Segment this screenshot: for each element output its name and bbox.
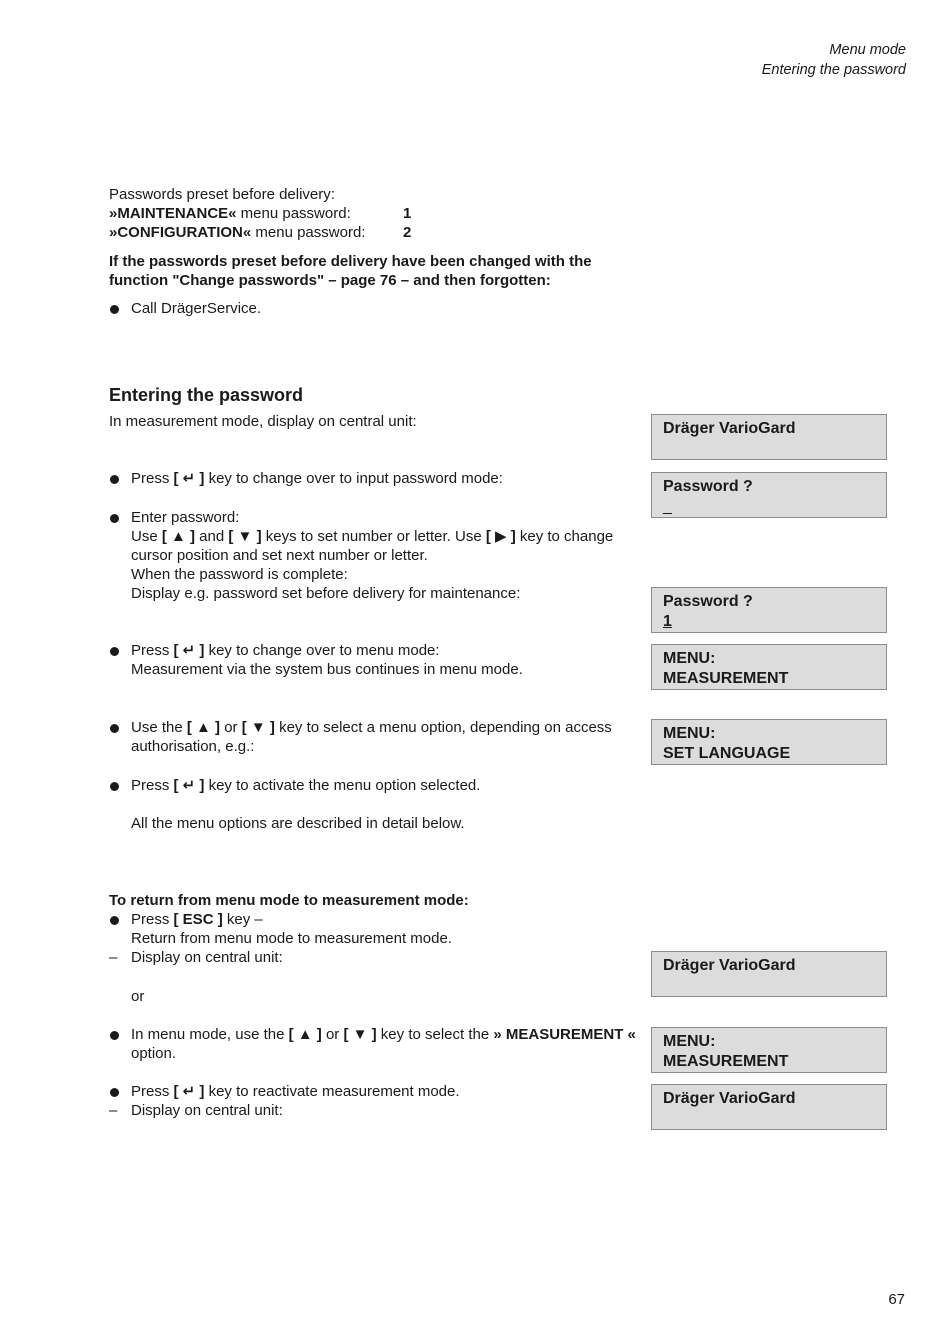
configuration-password-row (109, 223, 365, 242)
step-press-esc: Press [ ESC ] key – (131, 911, 263, 928)
bullet-icon (110, 514, 119, 523)
configuration-label: menu password: (251, 224, 366, 241)
cursor: _ (663, 498, 672, 515)
step-enter-password-keys: Use [ ▲ ] and [ ▼ ] keys to set number or letter. Use [ ▶ ] key to change (131, 528, 614, 545)
up-key-label: [ ▲ ] (288, 1026, 322, 1043)
step-select-measurement-cont: option. (131, 1045, 177, 1062)
step-enter-input-mode: Press [ ↵ ] key to change over to input password mode: (131, 470, 503, 487)
configuration-password-value: 2 (403, 224, 412, 241)
step-menu-mode-note: Measurement via the system bus continues in menu mode. (131, 661, 523, 678)
presets-intro: Passwords preset before delivery: (109, 186, 335, 203)
step-activate-option: Press [ ↵ ] key to activate the menu option selected. (131, 777, 481, 794)
enter-key-label: [ ↵ ] (173, 642, 205, 659)
up-key-label: [ ▲ ] (186, 719, 221, 736)
enter-key-label: [ ↵ ] (173, 470, 205, 487)
call-service-text: Call DrägerService. (131, 300, 262, 317)
bullet-icon (110, 916, 119, 925)
right-key-label: [ ▶ ] (485, 528, 516, 545)
up-key-label: [ ▲ ] (161, 528, 196, 545)
display-password-empty: Password ? _ (651, 472, 887, 518)
menu-options-note: All the menu options are described in detail below. (131, 815, 465, 832)
header-chapter: Menu mode (829, 42, 906, 58)
step-menu-mode: Press [ ↵ ] key to change over to menu mode: (131, 642, 440, 659)
display-varioGard-3: Dräger VarioGard (651, 1084, 887, 1130)
step-enter-password: Enter password: (131, 509, 240, 526)
step-enter-password-cursor: cursor position and set next number or letter. (131, 547, 428, 564)
step-select-option: Use the [ ▲ ] or [ ▼ ] key to select a menu option, depending on access (131, 719, 612, 736)
step-press-esc-note: Return from menu mode to measurement mode. (131, 930, 452, 947)
configuration-menu-name: »CONFIGURATION« (109, 224, 252, 241)
esc-key-label: [ ESC ] (173, 911, 223, 928)
display-varioGard-1: Dräger VarioGard (651, 414, 887, 460)
display-menu-measurement-1: MENU: MEASUREMENT (651, 644, 887, 690)
display-password-entered: Password ? 1 (651, 587, 887, 633)
bullet-icon (110, 782, 119, 791)
dash-marker: – (109, 1102, 118, 1119)
maintenance-menu-name: »MAINTENANCE« (109, 205, 237, 222)
header-section: Entering the password (761, 61, 906, 78)
bullet-icon (110, 1088, 119, 1097)
step-select-measurement: In menu mode, use the [ ▲ ] or [ ▼ ] key to select the » MEASUREMENT « (131, 1026, 636, 1043)
down-key-label: [ ▼ ] (343, 1026, 377, 1043)
bullet-icon (110, 475, 119, 484)
bullet-icon (110, 305, 119, 314)
maintenance-password-row (109, 204, 351, 223)
display-note-2: Display on central unit: (131, 1102, 283, 1119)
measurement-option-label: » MEASUREMENT « (493, 1026, 636, 1043)
display-varioGard-2: Dräger VarioGard (651, 951, 887, 997)
down-key-label: [ ▼ ] (228, 528, 262, 545)
page-number: 67 (888, 1291, 905, 1308)
bullet-icon (110, 1031, 119, 1040)
return-title: To return from menu mode to measurement mode: (109, 892, 469, 909)
bullet-icon (110, 647, 119, 656)
enter-key-label: [ ↵ ] (173, 777, 205, 794)
display-menu-measurement-2: MENU: MEASUREMENT (651, 1027, 887, 1073)
section-title: Entering the password (109, 385, 304, 405)
display-note-1: Display on central unit: (131, 949, 283, 966)
or-text: or (131, 988, 145, 1005)
step-select-option-cont: authorisation, e.g.: (131, 738, 255, 755)
forgotten-warning-line2: function "Change passwords" – page 76 – and then forgotten: (109, 272, 551, 289)
bullet-icon (110, 724, 119, 733)
maintenance-label: menu password: (236, 205, 351, 222)
maintenance-password-value: 1 (403, 205, 412, 222)
down-key-label: [ ▼ ] (241, 719, 275, 736)
display-menu-set-language: MENU: SET LANGUAGE (651, 719, 887, 765)
step-reactivate-measurement: Press [ ↵ ] key to reactivate measurement mode. (131, 1083, 460, 1100)
step-enter-password-example: Display e.g. password set before delivery for maintenance: (131, 585, 521, 602)
dash-marker: – (109, 949, 118, 966)
step-enter-password-complete: When the password is complete: (131, 566, 348, 583)
section-intro: In measurement mode, display on central unit: (109, 413, 417, 430)
running-header (762, 41, 906, 80)
enter-key-label: [ ↵ ] (173, 1083, 205, 1100)
forgotten-warning-line1: If the passwords preset before delivery have been changed with the (109, 253, 592, 270)
